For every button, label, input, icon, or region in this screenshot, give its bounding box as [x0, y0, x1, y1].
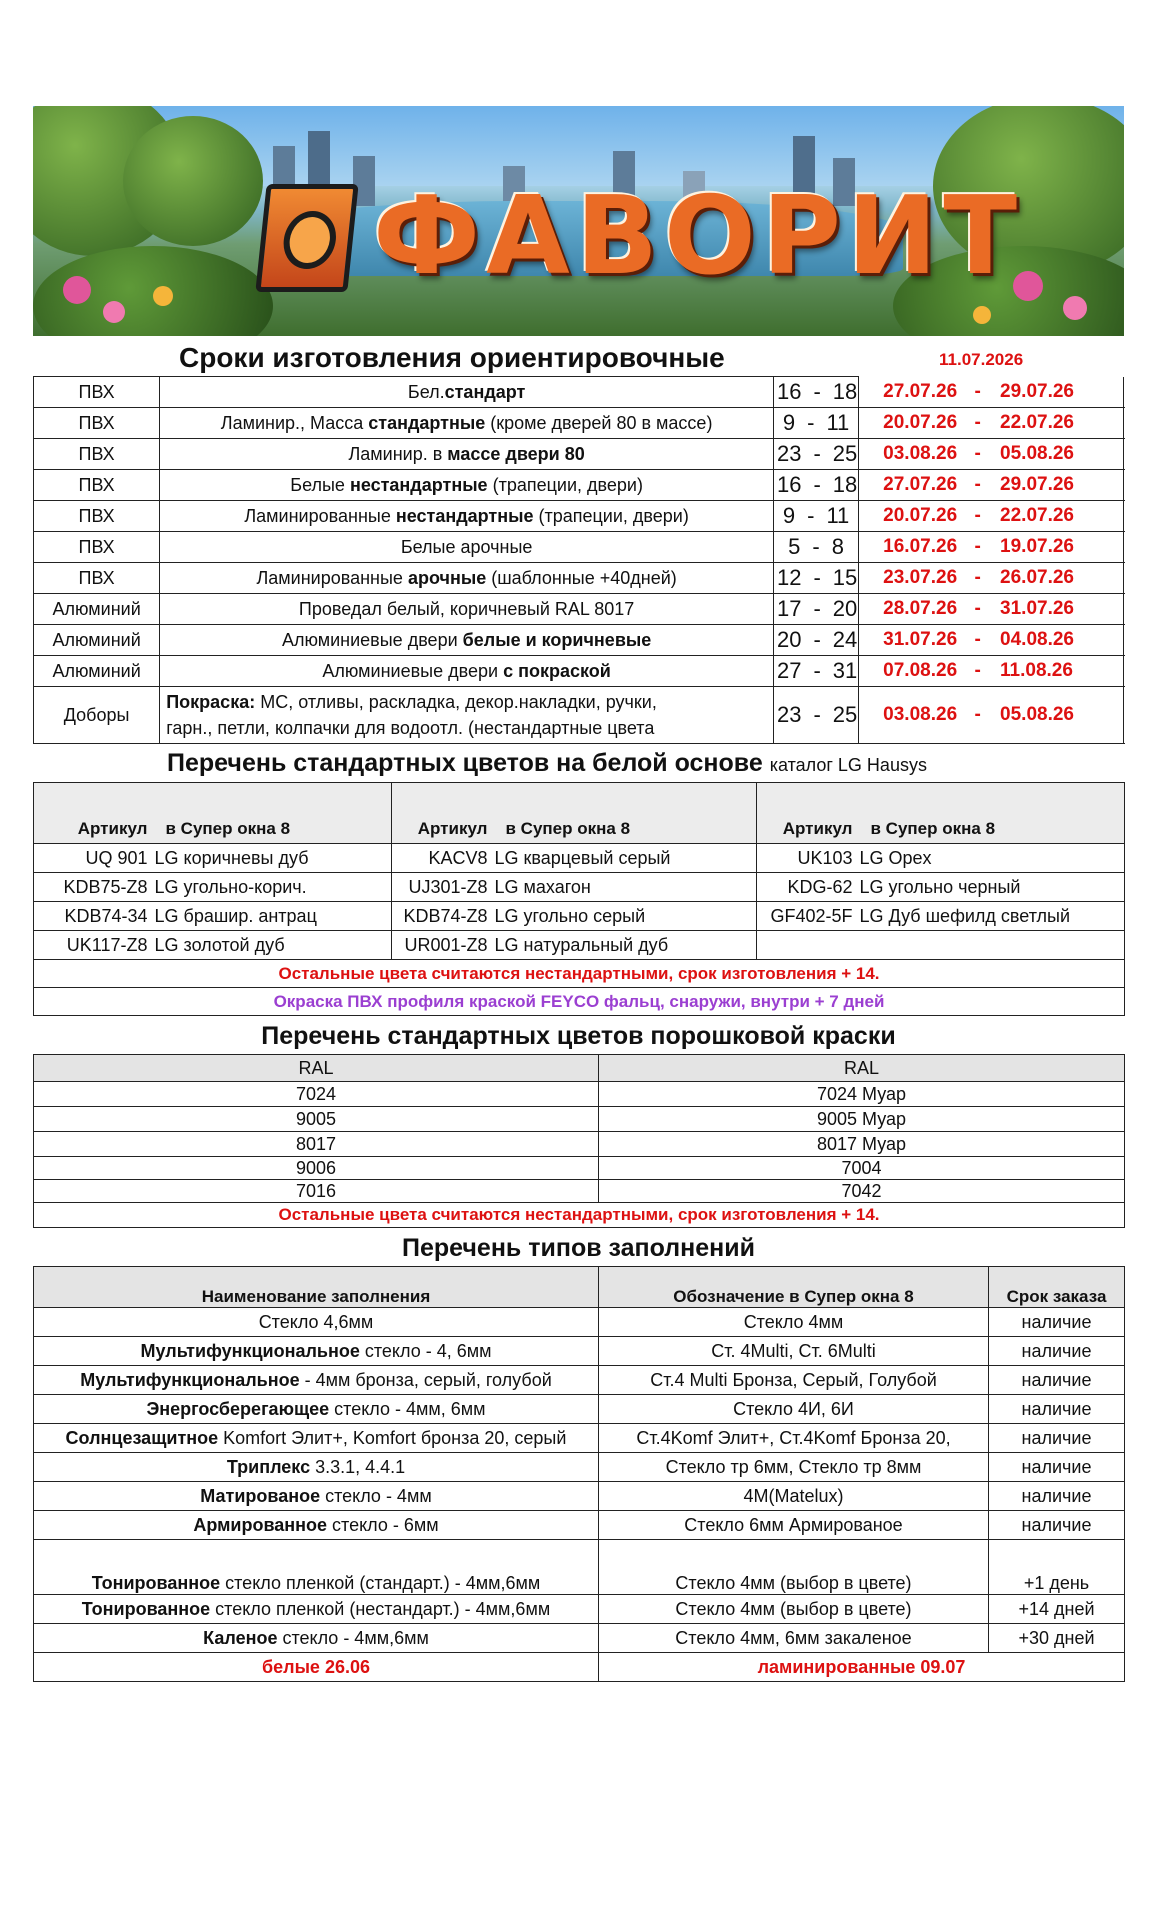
fill-term: наличие — [989, 1366, 1125, 1395]
fill-term: +30 дней — [989, 1624, 1125, 1653]
header-article: Артикул — [34, 783, 152, 844]
date-separator: - — [965, 656, 990, 687]
fill-term: +14 дней — [989, 1595, 1125, 1624]
fill-name — [34, 1424, 599, 1453]
fill-name — [34, 1595, 599, 1624]
color-name: LG золотой дуб — [152, 931, 392, 960]
fill-code: Стекло 4мм — [599, 1308, 989, 1337]
product-bold: белые и коричневые — [462, 629, 652, 650]
product-cell — [160, 656, 774, 687]
product-cell — [160, 563, 774, 594]
date-to: 05.08.26 — [990, 687, 1123, 744]
material-cell: ПВХ — [34, 501, 160, 532]
fill-name-text: стекло - 4мм,6мм — [277, 1627, 429, 1648]
color-article: UK103 — [757, 844, 857, 873]
colors-catalog: каталог LG Hausys — [769, 755, 927, 775]
fill-name-bold: Солнцезащитное — [65, 1427, 219, 1448]
fill-name — [34, 1453, 599, 1482]
color-name — [857, 931, 1125, 960]
days-cell — [773, 563, 858, 594]
product-text: Ламинированные — [256, 567, 408, 588]
color-name: LG Дуб шефилд светлый — [857, 902, 1125, 931]
flower-icon — [153, 286, 173, 306]
fill-term: наличие — [989, 1337, 1125, 1366]
days-separator: - — [813, 379, 821, 404]
schedule-row — [34, 470, 1124, 501]
fill-name-bold: Энергосберегающее — [146, 1398, 330, 1419]
brand-logo-text: ФАВОРИТ — [373, 174, 1024, 299]
days-min: 9 — [782, 503, 796, 528]
days-separator: - — [807, 410, 815, 435]
schedule-row — [34, 532, 1124, 563]
color-name: LG кварцевый серый — [492, 844, 757, 873]
date-separator: - — [965, 408, 990, 439]
days-max: 25 — [832, 441, 858, 466]
material-cell: Алюминий — [34, 625, 160, 656]
days-cell — [773, 532, 858, 563]
date-to: 29.07.26 — [990, 377, 1123, 408]
header-name: в Супер окна 8 — [152, 783, 392, 844]
fill-name-bold: Мультифункциональное — [80, 1369, 300, 1390]
date-to: 31.07.26 — [990, 594, 1123, 625]
fill-header-name: Наименование заполнения — [34, 1267, 599, 1308]
color-article: KDB74-34 — [34, 902, 152, 931]
ral-code: 9005 Муар — [599, 1107, 1125, 1132]
product-text: Ламинированные — [244, 505, 396, 526]
product-text: Ламинир., Масса — [220, 412, 369, 433]
fill-table — [33, 1266, 1125, 1682]
fill-row — [34, 1595, 1125, 1624]
product-text: Проведал белый, коричневый RAL 8017 — [298, 598, 635, 619]
date-from: 27.07.26 — [859, 470, 966, 501]
product-cell — [160, 532, 774, 563]
fill-name-bold: Мультифункциональное — [140, 1340, 360, 1361]
color-article — [757, 931, 857, 960]
fill-footer-row — [34, 1653, 1125, 1682]
fill-name — [34, 1366, 599, 1395]
product-bold: стандартные — [368, 412, 486, 433]
fill-row — [34, 1453, 1125, 1482]
fill-row — [34, 1395, 1125, 1424]
fill-name-bold: Армированное — [193, 1514, 328, 1535]
days-min: 16 — [776, 472, 802, 497]
fill-name — [34, 1482, 599, 1511]
date-to: 29.07.26 — [990, 470, 1123, 501]
days-cell — [773, 687, 858, 744]
color-row — [34, 873, 1125, 902]
color-article: KDB75-Z8 — [34, 873, 152, 902]
ral-code: 7016 — [34, 1180, 599, 1203]
ral-code: 8017 — [34, 1132, 599, 1157]
material-cell: ПВХ — [34, 532, 160, 563]
schedule-row — [34, 377, 1124, 408]
date-to: 04.08.26 — [990, 625, 1123, 656]
ral-row — [34, 1180, 1125, 1203]
fill-name-text: Komfort Элит+, Komfort бронза 20, серый — [218, 1427, 567, 1448]
schedule-title: Сроки изготовления ориентировочные — [179, 342, 725, 373]
color-name: LG коричневы дуб — [152, 844, 392, 873]
logo-icon — [255, 184, 358, 292]
fill-term: наличие — [989, 1511, 1125, 1540]
product-text: Бел. — [407, 381, 445, 402]
ral-row — [34, 1107, 1125, 1132]
days-min: 9 — [782, 410, 796, 435]
banner-tree — [123, 116, 263, 246]
fill-name-text: стекло - 6мм — [327, 1514, 439, 1535]
fill-row — [34, 1482, 1125, 1511]
product-text: гарн., петли, колпачки для водоотл. (нестандартные цвета — [166, 718, 655, 738]
fill-term: наличие — [989, 1482, 1125, 1511]
days-separator: - — [813, 472, 821, 497]
days-cell — [773, 377, 858, 408]
product-cell — [160, 470, 774, 501]
material-cell: ПВХ — [34, 470, 160, 501]
fill-name-text: Стекло 4,6мм — [258, 1311, 374, 1332]
fill-header-code: Обозначение в Супер окна 8 — [599, 1267, 989, 1308]
days-max: 18 — [832, 472, 858, 497]
date-separator: - — [965, 594, 990, 625]
days-max: 25 — [832, 702, 858, 727]
color-row — [34, 844, 1125, 873]
days-max: 15 — [832, 565, 858, 590]
product-bold: с покраской — [503, 660, 611, 681]
fill-name-text: - 4мм бронза, серый, голубой — [299, 1369, 552, 1390]
schedule-row — [34, 563, 1124, 594]
fill-term: наличие — [989, 1453, 1125, 1482]
days-min: 5 — [788, 534, 801, 559]
schedule-row — [34, 625, 1124, 656]
flower-icon — [973, 306, 991, 324]
days-max: 20 — [832, 596, 858, 621]
schedule-row — [34, 594, 1124, 625]
fill-name — [34, 1337, 599, 1366]
days-min: 17 — [776, 596, 802, 621]
colors-heading — [33, 744, 1124, 782]
days-min: 16 — [776, 379, 802, 404]
product-bold: арочные — [407, 567, 487, 588]
fill-name — [34, 1395, 599, 1424]
color-row — [34, 902, 1125, 931]
fill-term: наличие — [989, 1395, 1125, 1424]
product-bold: нестандартные — [349, 474, 488, 495]
color-name: LG натуральный дуб — [492, 931, 757, 960]
product-note: (кроме дверей 80 в массе) — [485, 412, 713, 433]
date-from: 03.08.26 — [859, 439, 966, 470]
fill-name-text: стекло пленкой (нестандарт.) - 4мм,6мм — [210, 1598, 551, 1619]
product-cell — [160, 501, 774, 532]
fill-name-text: 3.3.1, 4.4.1 — [310, 1456, 406, 1477]
fill-footer-laminated: ламинированные 09.07 — [599, 1653, 1125, 1682]
date-separator: - — [965, 470, 990, 501]
days-max: 31 — [832, 658, 858, 683]
fill-row — [34, 1308, 1125, 1337]
date-to: 11.08.26 — [990, 656, 1123, 687]
header-article: Артикул — [392, 783, 492, 844]
days-max: 11 — [826, 410, 850, 435]
days-min: 20 — [776, 627, 802, 652]
colors-note-row — [34, 960, 1125, 988]
ral-code: 9006 — [34, 1157, 599, 1180]
fill-name-text: стекло пленкой (стандарт.) - 4мм,6мм — [220, 1573, 541, 1593]
fill-name-text: стекло - 4мм, 6мм — [329, 1398, 486, 1419]
date-separator: - — [965, 501, 990, 532]
fill-code: Стекло 4мм, 6мм закаленое — [599, 1624, 989, 1653]
date-to: 05.08.26 — [990, 439, 1123, 470]
days-cell — [773, 625, 858, 656]
fill-title: Перечень типов заполнений — [401, 1234, 756, 1262]
fill-code: Стекло 4мм (выбор в цвете) — [599, 1595, 989, 1624]
color-article: UJ301-Z8 — [392, 873, 492, 902]
product-note: (трапеции, двери) — [487, 474, 643, 495]
days-separator: - — [813, 565, 821, 590]
product-bold: Покраска: — [166, 692, 256, 712]
ral-header-row — [34, 1055, 1125, 1082]
fill-term: наличие — [989, 1308, 1125, 1337]
product-cell — [160, 687, 774, 744]
fill-row — [34, 1366, 1125, 1395]
fill-name-bold: Тонированное — [81, 1598, 211, 1619]
ral-row — [34, 1157, 1125, 1180]
color-article: UK117-Z8 — [34, 931, 152, 960]
product-text: Алюминиевые двери — [322, 660, 504, 681]
schedule-row — [34, 501, 1124, 532]
days-separator: - — [813, 627, 821, 652]
date-from: 07.08.26 — [859, 656, 966, 687]
date-from: 27.07.26 — [859, 377, 966, 408]
product-bold: массе двери 80 — [447, 443, 585, 464]
product-text: Белые арочные — [400, 536, 533, 557]
fill-term: +1 день — [989, 1540, 1125, 1595]
fill-name — [34, 1624, 599, 1653]
color-article: KDB74-Z8 — [392, 902, 492, 931]
header-name: в Супер окна 8 — [492, 783, 757, 844]
fill-name — [34, 1511, 599, 1540]
product-cell — [160, 408, 774, 439]
fill-footer-white: белые 26.06 — [34, 1653, 599, 1682]
days-separator: - — [813, 702, 821, 727]
fill-row — [34, 1424, 1125, 1453]
material-cell: Доборы — [34, 687, 160, 744]
date-from: 03.08.26 — [859, 687, 966, 744]
colors-table — [33, 782, 1125, 1016]
header-name: в Супер окна 8 — [857, 783, 1125, 844]
flower-icon — [63, 276, 91, 304]
material-cell: ПВХ — [34, 408, 160, 439]
schedule-row — [34, 687, 1124, 744]
ral-row — [34, 1082, 1125, 1107]
days-cell — [773, 439, 858, 470]
product-text: МС, отливы, раскладка, декор.накладки, ручки, — [255, 692, 657, 712]
date-separator: - — [965, 439, 990, 470]
nonstandard-note: Остальные цвета считаются нестандартными, срок изготовления + 14. — [34, 960, 1125, 988]
days-separator: - — [813, 596, 821, 621]
fill-name-text: стекло - 4, 6мм — [359, 1340, 492, 1361]
color-article: KDG-62 — [757, 873, 857, 902]
color-article: KACV8 — [392, 844, 492, 873]
colors-title: Перечень стандартных цветов на белой основе — [167, 749, 763, 777]
product-text: Алюминиевые двери — [281, 629, 463, 650]
date-to: 22.07.26 — [990, 408, 1123, 439]
ral-code: 9005 — [34, 1107, 599, 1132]
product-cell — [160, 625, 774, 656]
ral-note-row — [34, 1203, 1125, 1228]
fill-name-text: стекло - 4мм — [320, 1485, 432, 1506]
fill-name — [34, 1308, 599, 1337]
color-name: LG махагон — [492, 873, 757, 902]
days-max: 24 — [832, 627, 858, 652]
days-cell — [773, 656, 858, 687]
days-min: 27 — [776, 658, 802, 683]
flower-icon — [1063, 296, 1087, 320]
ral-table — [33, 1054, 1125, 1228]
schedule-row — [34, 439, 1124, 470]
ral-code: 7004 — [599, 1157, 1125, 1180]
material-cell: ПВХ — [34, 439, 160, 470]
date-from: 23.07.26 — [859, 563, 966, 594]
fill-term: наличие — [989, 1424, 1125, 1453]
color-name: LG угольно-корич. — [152, 873, 392, 902]
schedule-table — [33, 376, 1124, 744]
fill-header-row — [34, 1267, 1125, 1308]
days-max: 11 — [826, 503, 850, 528]
color-article: GF402-5F — [757, 902, 857, 931]
material-cell: ПВХ — [34, 377, 160, 408]
days-min: 12 — [776, 565, 802, 590]
fill-code: 4М(Matelux) — [599, 1482, 989, 1511]
product-cell — [160, 377, 774, 408]
fill-name — [34, 1540, 599, 1595]
ral-code: 7024 — [34, 1082, 599, 1107]
product-cell — [160, 594, 774, 625]
days-separator: - — [807, 503, 815, 528]
fill-row — [34, 1624, 1125, 1653]
days-cell — [773, 501, 858, 532]
date-from: 16.07.26 — [859, 532, 966, 563]
product-bold: нестандартные — [395, 505, 534, 526]
fill-name-bold: Тонированное — [91, 1573, 221, 1593]
fill-code: Стекло 4мм (выбор в цвете) — [599, 1540, 989, 1595]
product-bold: стандарт — [444, 381, 526, 402]
date-to: 19.07.26 — [990, 532, 1123, 563]
fill-code: Ст. 4Multi, Ст. 6Multi — [599, 1337, 989, 1366]
material-cell: Алюминий — [34, 594, 160, 625]
material-cell: ПВХ — [34, 563, 160, 594]
color-name: LG угольно черный — [857, 873, 1125, 902]
color-article: UR001-Z8 — [392, 931, 492, 960]
date-separator: - — [965, 377, 990, 408]
product-cell — [160, 439, 774, 470]
fill-row — [34, 1337, 1125, 1366]
ral-title: Перечень стандартных цветов порошковой краски — [261, 1022, 896, 1050]
fill-row — [34, 1540, 1125, 1595]
fill-name-bold: Каленое — [203, 1627, 278, 1648]
product-note: (трапеции, двери) — [533, 505, 689, 526]
date-from: 20.07.26 — [859, 501, 966, 532]
date-to: 22.07.26 — [990, 501, 1123, 532]
schedule-row — [34, 656, 1124, 687]
days-cell — [773, 408, 858, 439]
days-max: 18 — [832, 379, 858, 404]
color-name: LG Opex — [857, 844, 1125, 873]
days-cell — [773, 594, 858, 625]
days-min: 23 — [776, 441, 802, 466]
color-row — [34, 931, 1125, 960]
fill-name-bold: Триплекс — [226, 1456, 311, 1477]
ral-header: RAL — [34, 1055, 599, 1082]
product-text: Ламинир. в — [348, 443, 448, 464]
header-article: Артикул — [757, 783, 857, 844]
days-min: 23 — [776, 702, 802, 727]
date-separator: - — [965, 687, 990, 744]
paint-note: Окраска ПВХ профиля краской FEYCO фальц, снаружи, внутри + 7 дней — [34, 988, 1125, 1016]
fill-code: Ст.4Komf Элит+, Ст.4Komf Бронза 20, — [599, 1424, 989, 1453]
schedule-header — [33, 336, 1124, 376]
days-separator: - — [812, 534, 820, 559]
date-separator: - — [965, 563, 990, 594]
product-note: (шаблонные +40дней) — [486, 567, 677, 588]
date-separator: - — [965, 625, 990, 656]
fill-code: Стекло 6мм Армированое — [599, 1511, 989, 1540]
flower-icon — [103, 301, 125, 323]
color-name: LG брашир. антрац — [152, 902, 392, 931]
date-to: 26.07.26 — [990, 563, 1123, 594]
date-separator: - — [965, 532, 990, 563]
schedule-row — [34, 408, 1124, 439]
colors-note-row — [34, 988, 1125, 1016]
fill-code: Ст.4 Multi Бронза, Серый, Голубой — [599, 1366, 989, 1395]
fill-header-term: Срок заказа — [989, 1267, 1125, 1308]
ral-code: 7042 — [599, 1180, 1125, 1203]
date-from: 20.07.26 — [859, 408, 966, 439]
days-separator: - — [813, 658, 821, 683]
schedule-date: 11.07.2026 — [939, 350, 1024, 369]
days-separator: - — [813, 441, 821, 466]
ral-note: Остальные цвета считаются нестандартными, срок изготовления + 14. — [34, 1203, 1125, 1228]
ral-row — [34, 1132, 1125, 1157]
ral-code: 8017 Муар — [599, 1132, 1125, 1157]
product-text: Белые — [290, 474, 350, 495]
fill-code: Стекло тр 6мм, Стекло тр 8мм — [599, 1453, 989, 1482]
ral-code: 7024 Муар — [599, 1082, 1125, 1107]
days-max: 8 — [831, 534, 844, 559]
material-cell: Алюминий — [34, 656, 160, 687]
ral-header: RAL — [599, 1055, 1125, 1082]
header-banner — [33, 106, 1124, 336]
color-name: LG угольно серый — [492, 902, 757, 931]
fill-name-bold: Матированое — [200, 1485, 321, 1506]
color-article: UQ 901 — [34, 844, 152, 873]
colors-header-row — [34, 783, 1125, 844]
days-cell — [773, 470, 858, 501]
date-from: 28.07.26 — [859, 594, 966, 625]
date-from: 31.07.26 — [859, 625, 966, 656]
fill-code: Стекло 4И, 6И — [599, 1395, 989, 1424]
fill-row — [34, 1511, 1125, 1540]
